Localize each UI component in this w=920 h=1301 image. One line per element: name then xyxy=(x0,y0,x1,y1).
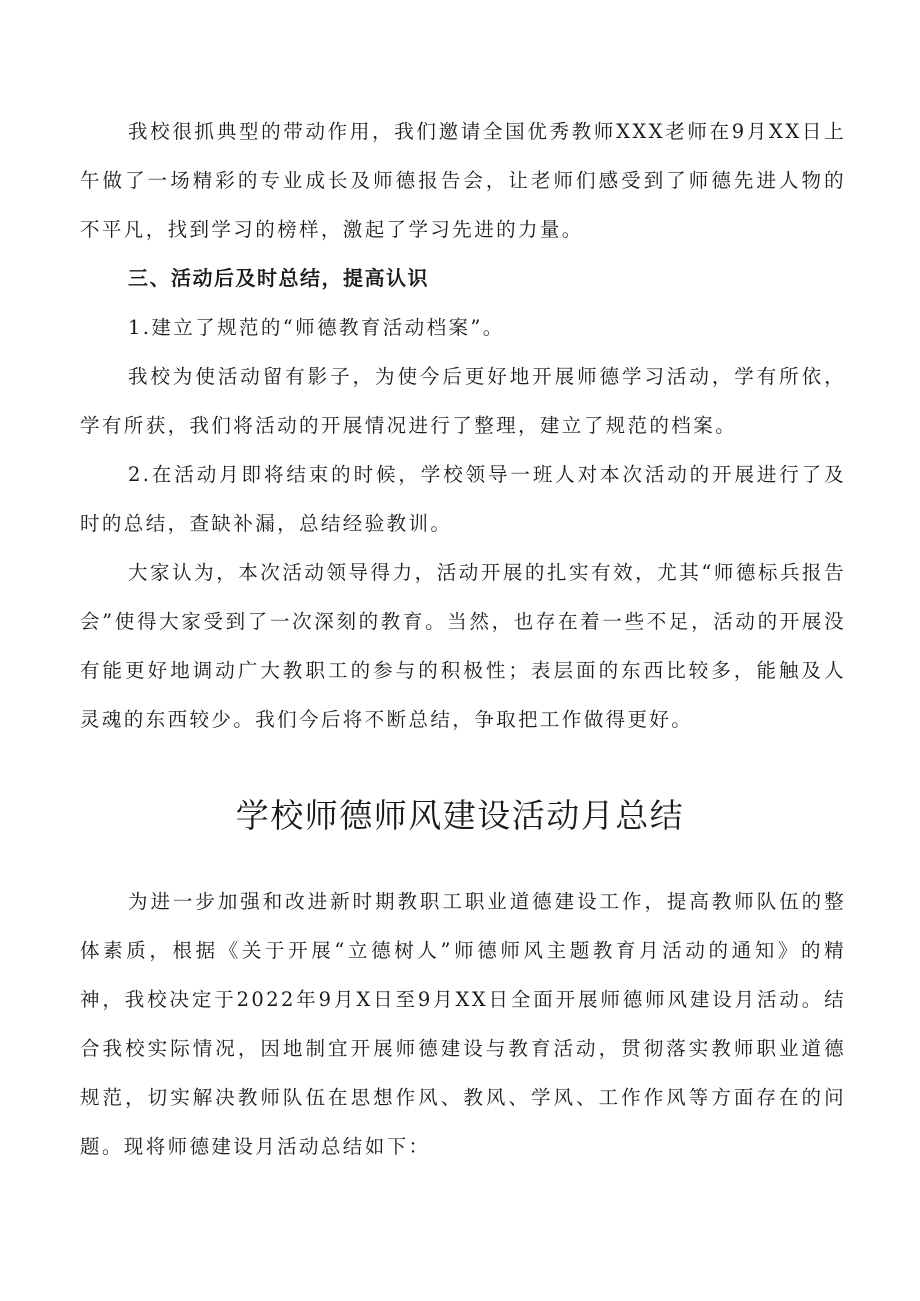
paragraph-evaluation: 大家认为，本次活动领导得力，活动开展的扎实有效，尤其“师德标兵报告会”使得大家受到了一次深刻的教育。当然，也存在着一些不足，活动的开展没有能更好地调动广大教职工的参与的积极性；表层面的东西比较多，能触及人灵魂的东西较少。我们今后将不断总结，争取把工作做得更好。 xyxy=(80,561,846,731)
document-title: 学校师德师风建设活动月总结 xyxy=(235,796,685,835)
paragraph-archive-detail: 我校为使活动留有影子，为使今后更好地开展师德学习活动，学有所依，学有所获，我们将活动的开展情况进行了整理，建立了规范的档案。 xyxy=(80,365,846,437)
list-item-archive: 1.建立了规范的“师德教育活动档案”。 xyxy=(128,316,505,339)
paragraph-model-teacher-report: 我校很抓典型的带动作用，我们邀请全国优秀教师XXX老师在9月XX日上午做了一场精彩的专业成长及师德报告会，让老师们感受到了师德先进人物的不平凡，找到学习的榜样，激起了学习先进的力量。 xyxy=(80,120,846,241)
paragraph-introduction: 为进一步加强和改进新时期教职工职业道德建设工作，提高教师队伍的整体素质，根据《关于开展“立德树人”师德师风主题教育月活动的通知》的精神，我校决定于2022年9月X日至9月XX日全面开展师德师风建设月活动。结合我校实际情况，因地制宜开展师德建设与教育活动，贯彻落实教师职业道德规范，切实解决教师队伍在思想作风、教风、学风、工作作风等方面存在的问题。现将师德建设月活动总结如下： xyxy=(80,890,846,1158)
section-heading-summary: 三、活动后及时总结，提高认识 xyxy=(128,266,429,290)
list-item-review: 2.在活动月即将结束的时候，学校领导一班人对本次活动的开展进行了及时的总结，查缺补漏，总结经验教训。 xyxy=(80,463,846,535)
